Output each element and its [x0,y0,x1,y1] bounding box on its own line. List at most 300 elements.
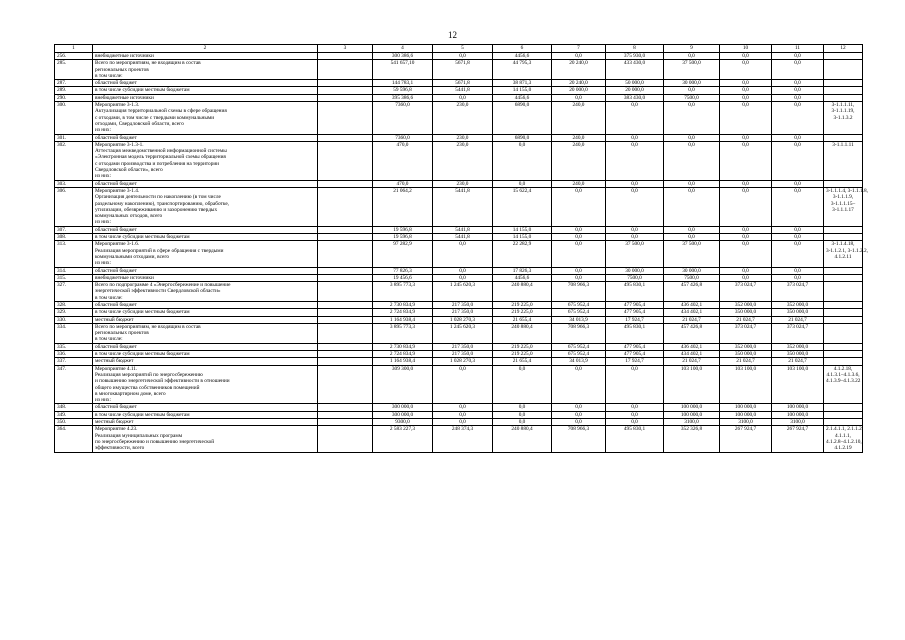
value-cell: 352 000,0 [720,343,772,350]
value-cell: 0,0 [664,102,720,134]
value-cell: 0,0 [720,267,772,274]
row-description: в том числе субсидии местным бюджетам [93,87,318,94]
value-cell: 477 905,4 [606,309,664,316]
table-row [55,134,863,141]
row-number: 303. [55,180,93,187]
value-cell: 0,0 [720,187,772,226]
row-description: внебюджетные источники [93,53,318,60]
value-cell: 675 952,4 [552,309,606,316]
target-indicator-cell: 3-1.1.1.11, 3-1.1.1.19, 3-1.1.3.2 [824,102,863,134]
value-cell: 495 830,1 [606,282,664,302]
value-cell: 0,0 [552,365,606,404]
row-number: 347. [55,365,93,404]
value-cell: 0,0 [552,411,606,418]
value-cell: 217 350,0 [433,351,493,358]
value-cell [824,80,863,87]
value-cell: 373 024,7 [772,282,824,302]
value-cell [824,419,863,426]
value-cell: 0,0 [493,419,552,426]
value-cell: 4456,6 [493,53,552,60]
value-cell: 457 426,8 [664,282,720,302]
value-cell [318,282,373,302]
value-cell: 240 880,4 [493,426,552,452]
value-cell: 20 240,0 [552,60,606,80]
row-description: областной бюджет [93,226,318,233]
value-cell: 144 783,1 [373,80,433,87]
page-number: 12 [448,30,457,40]
table-row [55,94,863,101]
value-cell: 0,0 [772,80,824,87]
value-cell [824,404,863,411]
value-cell: 0,0 [720,94,772,101]
row-description: Мероприятие 4.11. Реализация мероприятий по энергосбережению и повышению энергетической эффективности в отношении общего имущества собственников помещений в многоквартирном доме, всего из них: [93,365,318,404]
value-cell: 0,0 [606,180,664,187]
value-cell [824,351,863,358]
table-row [55,316,863,323]
value-cell: 0,0 [606,404,664,411]
value-cell: 2 583 227,3 [373,426,433,452]
value-cell: 77 826,3 [373,267,433,274]
value-cell: 21 655,4 [493,358,552,365]
value-cell: 0,0 [772,87,824,94]
value-cell: 352 000,0 [772,301,824,308]
value-cell: 0,0 [433,411,493,418]
value-cell: 21 024,7 [720,316,772,323]
value-cell: 0,0 [664,180,720,187]
value-cell: 5441,8 [433,87,493,94]
value-cell: 477 905,4 [606,351,664,358]
value-cell: 300 000,0 [373,411,433,418]
value-cell: 0,0 [433,53,493,60]
table-row [55,426,863,452]
value-cell: 37 500,0 [664,60,720,80]
value-cell: 0,0 [720,87,772,94]
value-cell [318,274,373,281]
value-cell: 395 386,6 [373,94,433,101]
table-row [55,53,863,60]
value-cell: 21 655,4 [493,316,552,323]
table-row [55,226,863,233]
table-row [55,309,863,316]
value-cell: 219 225,0 [493,351,552,358]
row-description: внебюджетные источники [93,94,318,101]
value-cell: 14 155,0 [493,87,552,94]
value-cell: 100 000,0 [772,404,824,411]
value-cell: 457 426,8 [664,323,720,343]
value-cell: 0,0 [552,419,606,426]
value-cell: 373 024,7 [772,323,824,343]
value-cell [318,323,373,343]
value-cell: 350 000,0 [720,309,772,316]
value-cell: 37 500,0 [606,241,664,267]
value-cell: 3100,0 [720,419,772,426]
target-indicator-cell: 3-1.1.1.11 [824,141,863,180]
value-cell [318,241,373,267]
value-cell: 0,0 [772,60,824,80]
value-cell: 383 430,0 [606,94,664,101]
header-cell: 1 [55,45,93,53]
value-cell: 217 350,0 [433,301,493,308]
value-cell [318,301,373,308]
table-row [55,419,863,426]
value-cell: 21 024,7 [772,316,824,323]
value-cell [824,301,863,308]
row-number: 301. [55,134,93,141]
table-row [55,180,863,187]
table-body [55,45,868,453]
value-cell [824,234,863,241]
value-cell: 0,0 [433,365,493,404]
value-cell: 230,0 [433,102,493,134]
header-cell: 5 [433,45,493,53]
value-cell: 19 596,8 [373,226,433,233]
value-cell [318,343,373,350]
value-cell: 1 028 270,3 [433,358,493,365]
value-cell: 0,0 [493,404,552,411]
value-cell: 708 966,3 [552,323,606,343]
value-cell [824,274,863,281]
table-row [55,267,863,274]
value-cell [318,94,373,101]
row-description: местный бюджет [93,419,318,426]
row-number: 315. [55,274,93,281]
value-cell: 100 000,0 [664,404,720,411]
value-cell: 248 374,3 [433,426,493,452]
header-cell: 11 [772,45,824,53]
value-cell: 219 225,0 [493,343,552,350]
value-cell [824,309,863,316]
value-cell [824,323,863,343]
value-cell: 0,0 [606,365,664,404]
value-cell [824,53,863,60]
value-cell: 44 795,3 [493,60,552,80]
value-cell: 103 100,0 [664,365,720,404]
value-cell: 21 024,7 [772,358,824,365]
value-cell: 0,0 [493,141,552,180]
value-cell: 0,0 [720,241,772,267]
value-cell: 19 596,8 [373,234,433,241]
value-cell: 217 350,0 [433,343,493,350]
value-cell: 1 164 938,4 [373,316,433,323]
target-indicator-cell: 4.1.2.18, 4.1.3.1–4.1.3.6, 4.1.3.9–4.1.3.22 [824,365,863,404]
value-cell: 267 924,7 [720,426,772,452]
value-cell: 0,0 [772,267,824,274]
header-cell: 6 [493,45,552,53]
table-row [55,365,863,404]
table-row [55,87,863,94]
value-cell: 34 013,9 [552,358,606,365]
value-cell: 0,0 [720,102,772,134]
value-cell: 434 402,1 [664,351,720,358]
value-cell: 0,0 [606,411,664,418]
row-description: в том числе субсидии местным бюджетам [93,234,318,241]
value-cell: 14 155,0 [493,234,552,241]
value-cell: 0,0 [720,226,772,233]
value-cell: 7500,0 [664,94,720,101]
value-cell: 230,0 [433,141,493,180]
row-number: 307. [55,226,93,233]
value-cell: 0,0 [606,419,664,426]
table-row [55,274,863,281]
value-cell: 373 024,7 [720,323,772,343]
value-cell: 5671,8 [433,60,493,80]
value-cell [318,267,373,274]
row-description: Всего по подпрограмме 4 «Энергосбережение и повышение энергетической эффективности Свердловской области» в том числе: [93,282,318,302]
value-cell [318,226,373,233]
value-cell: 0,0 [772,134,824,141]
value-cell: 240 880,4 [493,282,552,302]
value-cell: 7500,0 [606,274,664,281]
row-description: Мероприятие 3-1.4. Организация деятельности по накоплению (в том числе раздельному накоплению), транспортированию, обработке, утилизации, обезвреживанию и захоронению твердых коммунальных отходов, всего из них: [93,187,318,226]
value-cell: 675 952,4 [552,351,606,358]
row-number: 350. [55,419,93,426]
table-row [55,187,863,226]
value-cell: 1 164 938,4 [373,358,433,365]
value-cell: 0,0 [664,134,720,141]
value-cell: 0,0 [493,180,552,187]
value-cell: 5441,8 [433,187,493,226]
value-cell: 0,0 [772,187,824,226]
value-cell: 477 905,4 [606,343,664,350]
row-number: 308. [55,234,93,241]
value-cell: 230,0 [433,134,493,141]
row-description: Мероприятие 3-1.3. Актуализация территориальной схемы в сфере обращения с отходами, в том числе с твердыми коммунальными отходами, Свердловской области, всего из них: [93,102,318,134]
value-cell [318,134,373,141]
value-cell: 100 000,0 [720,404,772,411]
value-cell: 375 930,0 [606,53,664,60]
row-number: 327. [55,282,93,302]
row-description: областной бюджет [93,404,318,411]
row-number: 334. [55,323,93,343]
value-cell: 0,0 [772,241,824,267]
row-description: Всего по мероприятиям, не входящим в состав региональных проектов в том числе: [93,60,318,80]
value-cell [318,60,373,80]
value-cell: 240,0 [552,102,606,134]
value-cell: 0,0 [606,234,664,241]
value-cell: 0,0 [664,187,720,226]
value-cell: 7500,0 [664,274,720,281]
value-cell [318,102,373,134]
table-row [55,102,863,134]
value-cell [824,180,863,187]
table-row [55,141,863,180]
value-cell: 240,0 [552,141,606,180]
value-cell: 0,0 [720,234,772,241]
value-cell [824,60,863,80]
value-cell: 373 024,7 [720,282,772,302]
value-cell [318,180,373,187]
value-cell: 15 622,4 [493,187,552,226]
value-cell: 0,0 [664,141,720,180]
value-cell: 0,0 [664,234,720,241]
value-cell: 230,0 [433,180,493,187]
row-description: областной бюджет [93,267,318,274]
row-number: 314. [55,267,93,274]
table-row [55,323,863,343]
value-cell [318,141,373,180]
table-row [55,60,863,80]
value-cell: 0,0 [552,274,606,281]
value-cell: 100 000,0 [664,411,720,418]
value-cell: 30 000,0 [606,267,664,274]
value-cell: 50 000,0 [606,80,664,87]
table-row [55,301,863,308]
header-cell: 10 [720,45,772,53]
row-number: 329. [55,309,93,316]
value-cell: 0,0 [552,187,606,226]
value-cell: 34 013,9 [552,316,606,323]
value-cell: 1 245 620,3 [433,282,493,302]
value-cell: 0,0 [772,180,824,187]
value-cell: 3100,0 [772,419,824,426]
value-cell: 0,0 [493,365,552,404]
value-cell [824,94,863,101]
value-cell: 477 905,4 [606,301,664,308]
row-description: областной бюджет [93,301,318,308]
value-cell: 5441,8 [433,226,493,233]
value-cell: 2 730 834,9 [373,301,433,308]
value-cell: 0,0 [720,274,772,281]
value-cell: 0,0 [606,226,664,233]
value-cell: 350 000,0 [772,351,824,358]
table-row [55,241,863,267]
value-cell: 352 326,8 [664,426,720,452]
value-cell: 350 000,0 [720,351,772,358]
value-cell: 0,0 [772,102,824,134]
row-number: 337. [55,358,93,365]
value-cell: 0,0 [772,274,824,281]
value-cell: 0,0 [433,419,493,426]
value-cell: 100 000,0 [720,411,772,418]
value-cell: 267 924,7 [772,426,824,452]
value-cell: 0,0 [720,60,772,80]
value-cell: 103 100,0 [772,365,824,404]
value-cell: 240,0 [552,180,606,187]
value-cell [318,426,373,452]
value-cell: 352 000,0 [720,301,772,308]
row-number: 313. [55,241,93,267]
value-cell [318,404,373,411]
row-number: 289. [55,87,93,94]
value-cell: 17 924,7 [606,358,664,365]
value-cell: 0,0 [552,226,606,233]
table-row [55,80,863,87]
value-cell: 470,0 [373,180,433,187]
value-cell: 219 225,0 [493,309,552,316]
value-cell [824,267,863,274]
value-cell [318,365,373,404]
row-number: 330. [55,316,93,323]
value-cell: 708 966,3 [552,282,606,302]
value-cell: 0,0 [606,102,664,134]
value-cell: 20 000,0 [552,87,606,94]
value-cell: 0,0 [433,94,493,101]
value-cell: 0,0 [720,80,772,87]
value-cell: 0,0 [552,53,606,60]
table-row [55,343,863,350]
row-description: областной бюджет [93,80,318,87]
value-cell: 4456,6 [493,274,552,281]
value-cell: 495 830,1 [606,426,664,452]
value-cell: 219 225,0 [493,301,552,308]
value-cell: 37 500,0 [664,241,720,267]
value-cell: 0,0 [664,226,720,233]
value-cell: 17 826,3 [493,267,552,274]
value-cell: 0,0 [606,134,664,141]
value-cell [318,358,373,365]
row-number: 300. [55,102,93,134]
value-cell: 1 028 270,3 [433,316,493,323]
value-cell: 675 952,4 [552,301,606,308]
value-cell: 103 100,0 [720,365,772,404]
row-number: 290. [55,94,93,101]
value-cell: 0,0 [720,134,772,141]
value-cell: 97 282,9 [373,241,433,267]
table-row [55,351,863,358]
value-cell [318,80,373,87]
table-row [55,404,863,411]
value-cell: 0,0 [433,267,493,274]
value-cell: 217 350,0 [433,309,493,316]
value-cell: 0,0 [772,53,824,60]
value-cell: 470,0 [373,141,433,180]
header-cell: 2 [93,45,318,53]
row-description: областной бюджет [93,134,318,141]
row-description: местный бюджет [93,358,318,365]
value-cell: 0,0 [493,411,552,418]
value-cell: 21 024,7 [720,358,772,365]
header-cell: 7 [552,45,606,53]
row-description: областной бюджет [93,180,318,187]
value-cell: 240 880,4 [493,323,552,343]
value-cell [318,234,373,241]
value-cell: 0,0 [433,404,493,411]
value-cell: 0,0 [664,87,720,94]
row-description: в том числе субсидии местным бюджетам [93,351,318,358]
value-cell: 0,0 [433,241,493,267]
value-cell [824,316,863,323]
value-cell: 0,0 [772,226,824,233]
target-indicator-cell: 2.1.4.1.1, 2.1.1.2, 4.1.1.1, 4.1.2.8–4.1.2.10, 4.1.2.19 [824,426,863,452]
value-cell: 300 000,0 [373,404,433,411]
value-cell: 0,0 [772,234,824,241]
value-cell: 0,0 [606,141,664,180]
row-description: Мероприятие 4.23. Реализация муниципальных программ по энергосбережению и повышению энергетической эффективности, всего [93,426,318,452]
value-cell: 38 871,3 [493,80,552,87]
value-cell: 675 952,4 [552,343,606,350]
target-indicator-cell: 3-1.1.4.18, 3-1.1.2.1, 3-1.1.2.2, 4.1.2.11 [824,241,863,267]
value-cell: 240,0 [552,134,606,141]
table-row [55,358,863,365]
value-cell: 6890,0 [493,102,552,134]
value-cell: 4456,6 [493,94,552,101]
value-cell [318,53,373,60]
row-number: 348. [55,404,93,411]
row-number: 302. [55,141,93,180]
value-cell: 0,0 [552,267,606,274]
row-number: 364. [55,426,93,452]
value-cell: 30 000,0 [664,267,720,274]
value-cell [318,419,373,426]
value-cell: 22 282,9 [493,241,552,267]
value-cell: 30 000,0 [664,80,720,87]
header-cell: 8 [606,45,664,53]
value-cell: 0,0 [772,94,824,101]
value-cell: 3 895 773,3 [373,323,433,343]
header-cell: 4 [373,45,433,53]
value-cell: 21 024,7 [664,358,720,365]
value-cell: 541 657,10 [373,60,433,80]
